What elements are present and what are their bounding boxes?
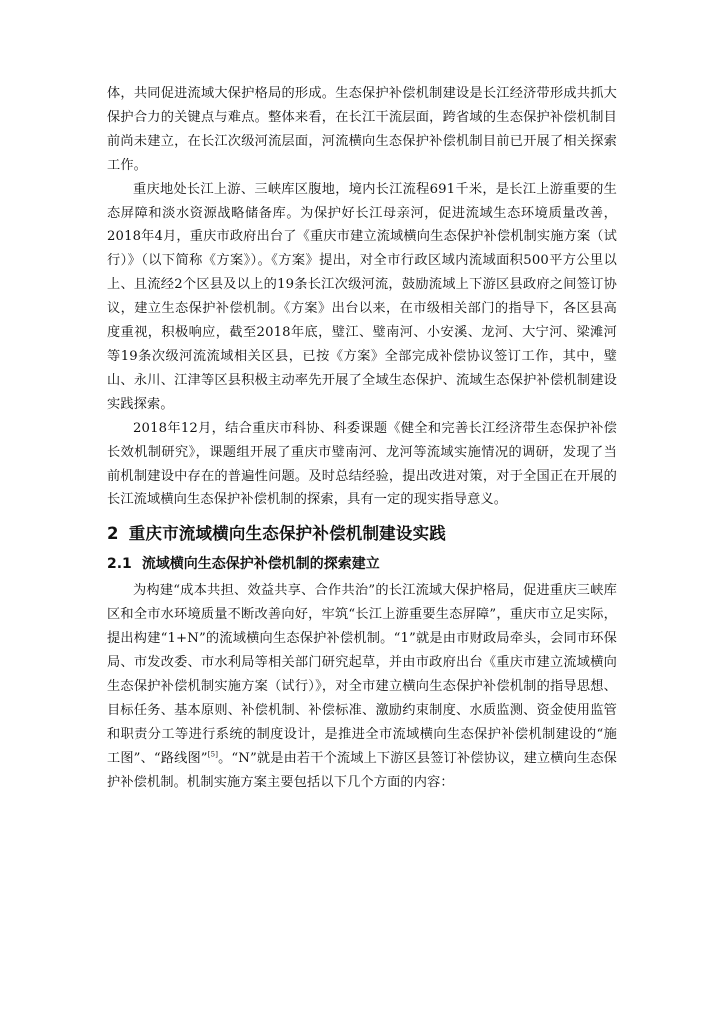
section-title: 重庆市流域横向生态保护补偿机制建设实践 xyxy=(128,524,446,544)
citation-reference: [5] xyxy=(207,750,219,759)
paragraph-research-project: 2018年12月，结合重庆市科协、科委课题《健全和完善长江经济带生态保护补偿长效机制研究》，课题组开展了重庆市璧南河、龙河等流域实施情况的调研，发现了当前机制建设中存在的普遍性问题。及时总结经验，提出改进对策，对于全国正在开展的长江流域横向生态保护补偿机制的探索，具有一定的现实指导意义。 xyxy=(107,420,617,508)
paragraph-mechanism-construction xyxy=(107,579,617,794)
subsection-number: 2.1 xyxy=(107,556,132,573)
subsection-heading-2-1 xyxy=(107,552,617,576)
section-heading-2 xyxy=(107,521,617,547)
subsection-title: 流域横向生态保护补偿机制的探索建立 xyxy=(141,556,380,573)
paragraph-text-part-2: 。“N”就是由若干个流域上下游区县签订补偿协议，建立横向生态保护补偿机制。机制实施方案主要包括以下几个方面的内容： xyxy=(107,750,617,790)
section-number: 2 xyxy=(107,524,119,544)
paragraph-chongqing-overview: 重庆地处长江上游、三峡库区腹地，境内长江流程691千米，是长江上游重要的生态屏障和淡水资源战略储备库。为保护好长江母亲河，促进流域生态环境质量改善， 2018年4月，重庆市政府出台了《重庆市建立流域横向生态保护补偿机制实施方案（试行）》（以下简称《方案》）。《方案》提出，对全市行政区域内流域面积500平方公里以上、且流经2个区县及以上的19条长江次级河流，鼓励流域上下游区县政府之间签订协议，建立生态保护补偿机制。《方案》出台以来，在市级相关部门的指导下，各区县高度重视，积极响应，截至2018年底，璧江、璧南河、小安溪、龙河、大宁河、梁滩河等19条次级河流流域相关区县，已按《方案》全部完成补偿协议签订工作，其中，璧山、永川、江津等区县积极主动率先开展了全域生态保护、流域生态保护补偿机制建设实践探索。 xyxy=(107,181,617,412)
paragraph-text-part-1: 为构建“成本共担、效益共享、合作共治”的长江流域大保护格局，促进重庆三峡库区和全市水环境质量不断改善向好，牢筑“长江上游重要生态屏障”，重庆市立足实际，提出构建“1+N”的流域横向生态保护补偿机制。“1”就是由市财政局牵头，会同市环保局、市发改委、市水利局等相关部门研究起草，并由市政府出台《重庆市建立流域横向生态保护补偿机制实施方案（试行）》，对全市建立横向生态保护补偿机制的指导思想、目标任务、基本原则、补偿机制、补偿标准、激励约束制度、水质监测、资金使用监管和职责分工等进行系统的制度设计，是推进全市流域横向生态保护补偿机制建设的“施工图”、“路线图” xyxy=(107,583,617,766)
page-body xyxy=(107,82,617,794)
paragraph-continuation: 体，共同促进流域大保护格局的形成。生态保护补偿机制建设是长江经济带形成共抓大保护合力的关键点与难点。整体来看，在长江干流层面，跨省域的生态保护补偿机制目前尚未建立，在长江次级河流层面，河流横向生态保护补偿机制目前已开展了相关探索工作。 xyxy=(107,86,617,173)
